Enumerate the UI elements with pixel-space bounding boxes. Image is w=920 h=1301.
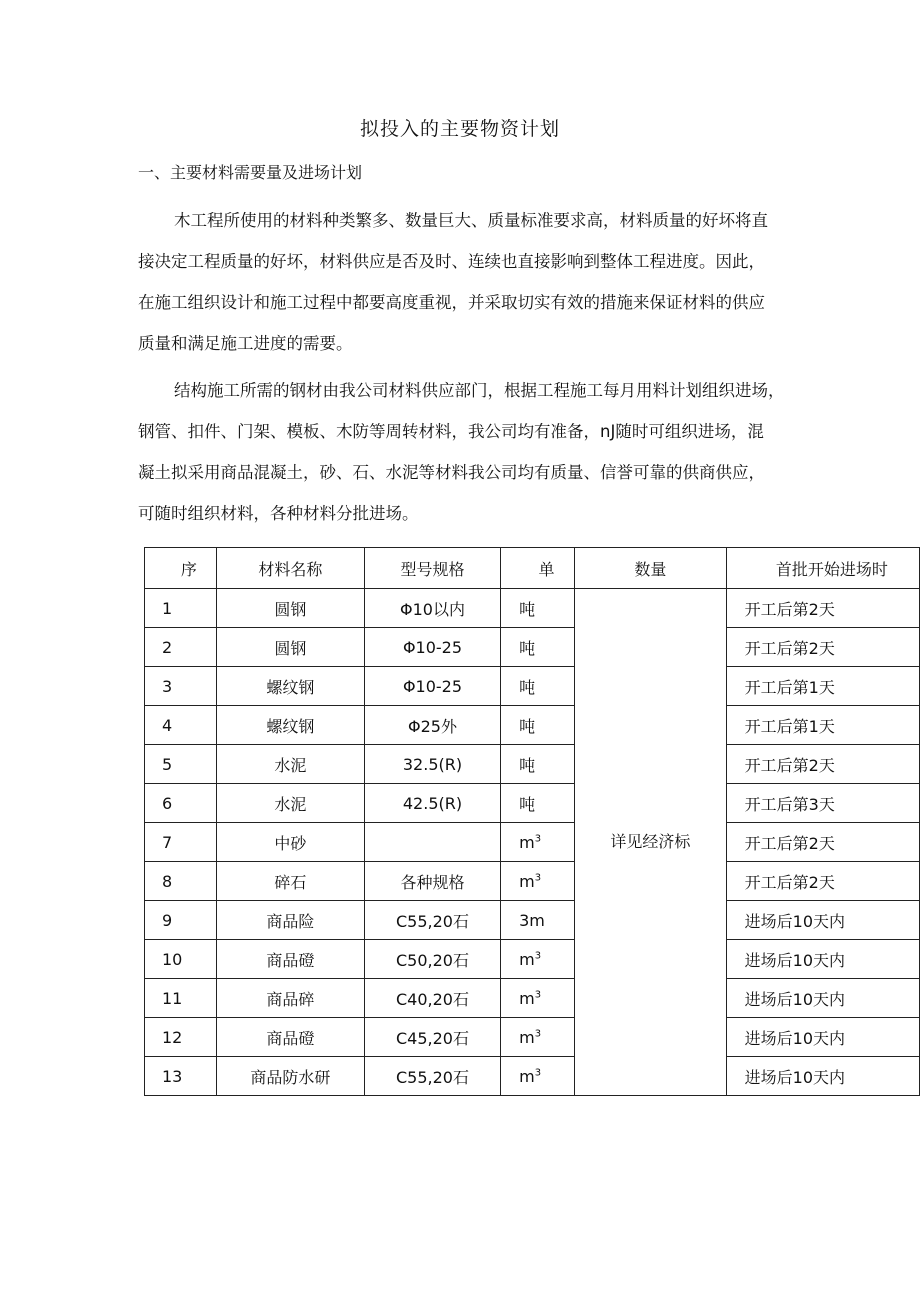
material-name: 商品碎: [216, 979, 364, 1018]
header-quantity: 数量: [575, 548, 727, 589]
header-first-entry: 首批开始进场时: [726, 548, 919, 589]
unit-superscript: 3: [534, 1067, 542, 1079]
table-row: [145, 589, 920, 628]
first-entry-time: 进场后10天内: [726, 1018, 919, 1057]
material-unit: [501, 589, 575, 628]
unit-superscript: 3: [534, 989, 542, 1001]
material-unit: [501, 628, 575, 667]
material-name: 商品险: [216, 901, 364, 940]
table-body: [145, 589, 920, 1096]
row-number: 10: [145, 940, 217, 979]
unit-superscript: 3: [534, 950, 542, 962]
table-row: [145, 706, 920, 745]
material-unit: [501, 667, 575, 706]
table-row: [145, 628, 920, 667]
row-number: 1: [145, 589, 217, 628]
material-name: 水泥: [216, 745, 364, 784]
first-entry-time: 进场后10天内: [726, 940, 919, 979]
row-number: 12: [145, 1018, 217, 1057]
unit-text: 吨: [519, 755, 536, 775]
table-header-row: [145, 548, 920, 589]
unit-superscript: 3: [534, 1028, 542, 1040]
material-name: 商品磴: [216, 940, 364, 979]
first-entry-time: 开工后第2天: [726, 862, 919, 901]
unit-text: m: [519, 988, 535, 1008]
table-row: [145, 940, 920, 979]
table-row: [145, 979, 920, 1018]
material-spec: 32.5(R): [364, 745, 500, 784]
header-spec: 型号规格: [364, 548, 500, 589]
page-title: 拟投入的主要物资计划: [359, 118, 560, 140]
row-number: 2: [145, 628, 217, 667]
unit-text: 3m: [519, 910, 545, 930]
row-number: 4: [145, 706, 217, 745]
first-entry-time: 开工后第2天: [726, 745, 919, 784]
table-row: [145, 1018, 920, 1057]
table-row: [145, 1057, 920, 1096]
unit-text: 吨: [519, 599, 536, 619]
paragraph-intro: [138, 200, 850, 364]
material-name: 螺纹钢: [216, 706, 364, 745]
paragraph-line: 钢管、扣件、门架、模板、木防等周转材料，我公司均有准备，nJ随时可组织进场，混: [138, 422, 764, 441]
row-number: 8: [145, 862, 217, 901]
table-row: [145, 745, 920, 784]
paragraph-line: 在施工组织设计和施工过程中都要高度重视，并采取切实有效的措施来保证材料的供应: [138, 293, 765, 312]
first-entry-time: 开工后第2天: [726, 589, 919, 628]
material-name: 水泥: [216, 784, 364, 823]
material-spec: Φ10以内: [364, 589, 500, 628]
paragraph-line: 质量和满足施工进度的需要。: [138, 334, 353, 353]
unit-superscript: 3: [534, 833, 542, 845]
paragraph-line: 结构施工所需的钢材由我公司材料供应部门，根据工程施工每月用料计划组织进场，: [174, 381, 785, 400]
material-name: 商品防水研: [216, 1057, 364, 1096]
paragraph-line: 可随时组织材料，各种材料分批进场。: [138, 504, 419, 523]
row-number: 13: [145, 1057, 217, 1096]
unit-text: m: [519, 949, 535, 969]
material-name: 中砂: [216, 823, 364, 862]
material-unit: [501, 706, 575, 745]
material-spec: Φ10-25: [364, 628, 500, 667]
material-name: 碎石: [216, 862, 364, 901]
material-unit: [501, 940, 575, 979]
material-spec: [364, 823, 500, 862]
materials-table: [144, 547, 920, 1096]
material-spec: C50,20石: [364, 940, 500, 979]
unit-text: 吨: [519, 638, 536, 658]
unit-superscript: 3: [534, 872, 542, 884]
first-entry-time: 进场后10天内: [726, 901, 919, 940]
material-unit: [501, 862, 575, 901]
table-row: [145, 784, 920, 823]
first-entry-time: 进场后10天内: [726, 979, 919, 1018]
row-number: 3: [145, 667, 217, 706]
material-name: 圆钢: [216, 589, 364, 628]
unit-text: m: [519, 1066, 535, 1086]
table-row: [145, 667, 920, 706]
unit-text: m: [519, 832, 535, 852]
material-spec: C55,20石: [364, 1057, 500, 1096]
paragraph-line: 木工程所使用的材料种类繁多、数量巨大、质量标准要求高，材料质量的好坏将直: [174, 211, 768, 230]
material-unit: [501, 1057, 575, 1096]
first-entry-time: 开工后第3天: [726, 784, 919, 823]
first-entry-time: 开工后第1天: [726, 667, 919, 706]
unit-text: 吨: [519, 794, 536, 814]
row-number: 5: [145, 745, 217, 784]
unit-text: m: [519, 1027, 535, 1047]
unit-text: 吨: [519, 716, 536, 736]
first-entry-time: 开工后第2天: [726, 628, 919, 667]
first-entry-time: 开工后第2天: [726, 823, 919, 862]
table-row: [145, 862, 920, 901]
unit-text: m: [519, 871, 535, 891]
material-unit: [501, 901, 575, 940]
header-unit: 单: [501, 548, 575, 589]
row-number: 7: [145, 823, 217, 862]
quantity-merged-cell: 详见经济标: [575, 589, 727, 1096]
first-entry-time: 进场后10天内: [726, 1057, 919, 1096]
row-number: 11: [145, 979, 217, 1018]
header-no: 序: [145, 548, 217, 589]
material-unit: [501, 745, 575, 784]
material-spec: Φ10-25: [364, 667, 500, 706]
material-unit: [501, 979, 575, 1018]
paragraph-line: 接决定工程质量的好坏，材料供应是否及时、连续也直接影响到整体工程进度。因此，: [138, 252, 765, 271]
material-spec: 各种规格: [364, 862, 500, 901]
material-spec: Φ25外: [364, 706, 500, 745]
material-unit: [501, 823, 575, 862]
section-heading: 一、主要材料需要量及进场计划: [138, 163, 363, 182]
material-spec: 42.5(R): [364, 784, 500, 823]
material-name: 圆钢: [216, 628, 364, 667]
table-row: [145, 823, 920, 862]
material-name: 螺纹钢: [216, 667, 364, 706]
header-name: 材料名称: [216, 548, 364, 589]
row-number: 6: [145, 784, 217, 823]
material-spec: C45,20石: [364, 1018, 500, 1057]
first-entry-time: 开工后第1天: [726, 706, 919, 745]
material-spec: C55,20石: [364, 901, 500, 940]
material-unit: [501, 1018, 575, 1057]
row-number: 9: [145, 901, 217, 940]
paragraph-line: 凝土拟采用商品混凝土，砂、石、水泥等材料我公司均有质量、信誉可靠的供商供应，: [138, 463, 765, 482]
unit-text: 吨: [519, 677, 536, 697]
material-unit: [501, 784, 575, 823]
table-row: [145, 901, 920, 940]
material-spec: C40,20石: [364, 979, 500, 1018]
paragraph-supply: [138, 370, 850, 534]
material-name: 商品磴: [216, 1018, 364, 1057]
